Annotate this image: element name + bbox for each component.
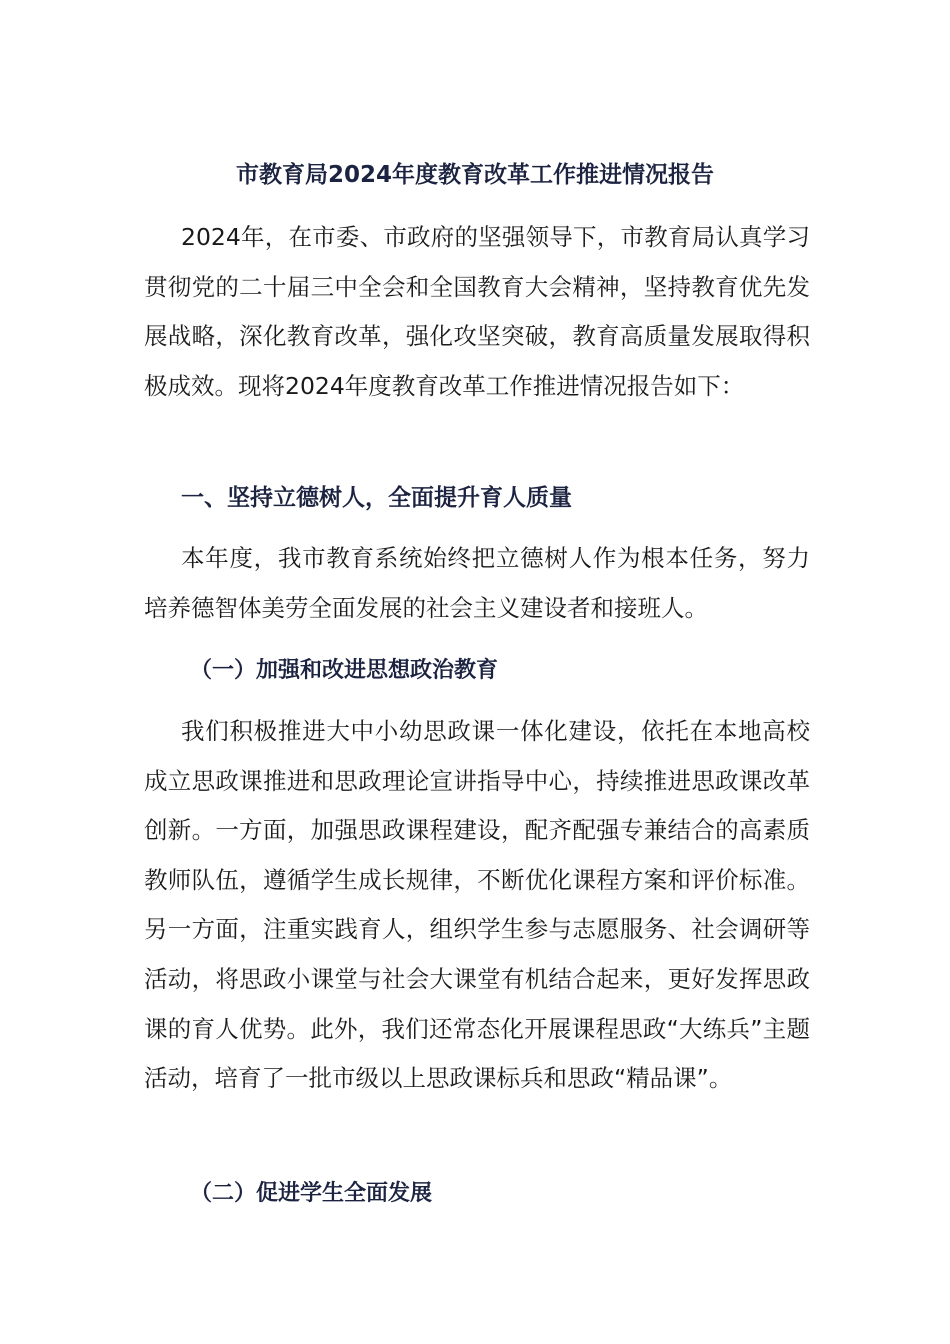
intro-paragraph: 2024年，在市委、市政府的坚强领导下，市教育局认真学习贯彻党的二十届三中全会和全国教育大会精神，坚持教育优先发展战略，深化教育改革，强化攻坚突破，教育高质量发展取得积极成效。现将2024年度教育改革工作推进情况报告如下： (144, 223, 810, 400)
subsection-2-heading: （二）促进学生全面发展 (190, 1181, 433, 1206)
section-1-heading: 一、坚持立德树人，全面提升育人质量 (181, 485, 572, 511)
section-1-paragraph: 本年度，我市教育系统始终把立德树人作为根本任务，努力培养德智体美劳全面发展的社会主义建设者和接班人。 (144, 544, 810, 622)
subsection-1-heading: （一）加强和改进思想政治教育 (190, 658, 499, 683)
subsection-1-paragraph: 我们积极推进大中小幼思政课一体化建设，依托在本地高校成立思政课推进和思政理论宣讲指导中心，持续推进思政课改革创新。一方面，加强思政课程建设，配齐配强专兼结合的高素质教师队伍，遵循学生成长规律，不断优化课程方案和评价标准。另一方面，注重实践育人，组织学生参与志愿服务、社会调研等活动，将思政小课堂与社会大课堂有机结合起来，更好发挥思政课的育人优势。此外，我们还常态化开展课程思政“大练兵”主题活动，培育了一批市级以上思政课标兵和思政“精品课”。 (144, 717, 810, 1093)
document-title: 市教育局2024年度教育改革工作推进情况报告 (235, 162, 714, 188)
